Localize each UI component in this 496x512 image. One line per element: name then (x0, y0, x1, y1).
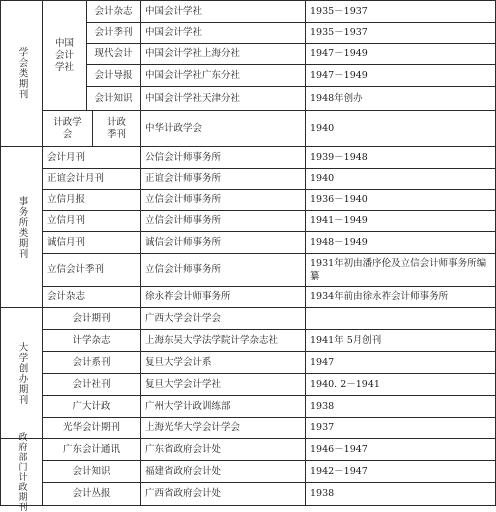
journal-name: 立信会计季刊 (47, 264, 105, 275)
journal-name: 会计季刊 (94, 27, 133, 38)
period: 1948年创办 (310, 92, 363, 104)
journal-name: 立信月报 (47, 194, 86, 205)
publisher: 广西省政府会计处 (145, 488, 222, 499)
period: 1938 (310, 400, 335, 412)
publisher: 中国会计学社上海分社 (145, 48, 241, 59)
section-label: 学会类期刊 (16, 47, 28, 100)
journal-name: 会计期刊 (72, 312, 111, 324)
publisher: 福建省政府会计处 (145, 465, 222, 477)
publisher: 公信会计师事务所 (145, 151, 222, 163)
journal-name: 广东会计通讯 (62, 443, 120, 455)
publisher: 立信会计师事务所 (145, 264, 222, 275)
publisher: 中国会计学社天津分社 (145, 92, 241, 104)
section-label: 政府部门计政期刊 (16, 432, 27, 512)
journal-name: 正谊会计月刊 (47, 173, 105, 184)
section-label: 大学创办期刊 (16, 341, 28, 405)
period: 1938 (310, 488, 335, 499)
period: 1947－1949 (310, 48, 368, 59)
journal-name: 会计知识 (94, 92, 133, 104)
publisher: 中国会计学社 (145, 5, 203, 17)
journal-name: 会计月刊 (47, 151, 86, 163)
group-label: 计政学会 (53, 116, 82, 140)
publisher: 复旦大学会计系 (145, 356, 212, 368)
journal-name: 立信月刊 (47, 215, 86, 226)
publisher: 广西大学会计学会 (145, 312, 222, 324)
journal-name: 会计丛报 (72, 488, 111, 499)
period: 1948－1949 (310, 236, 368, 248)
section-label: 事务所类期刊 (16, 195, 28, 259)
publisher: 中华计政学会 (145, 122, 203, 134)
publisher: 上海东吴大学法学院计学杂志社 (145, 334, 279, 346)
period: 1947 (310, 356, 335, 368)
period: 1942－1947 (310, 465, 368, 477)
journal-name: 会计导报 (94, 69, 133, 81)
publisher: 立信会计师事务所 (145, 194, 222, 205)
publisher: 广州大学计政训练部 (145, 400, 231, 412)
journal-name: 广大计政 (72, 400, 111, 412)
journal-name: 现代会计 (94, 48, 133, 59)
journal-name: 光华会计期刊 (62, 422, 120, 433)
journal-name: 会计社刊 (72, 378, 111, 390)
group-label: 中国会计学社 (54, 37, 74, 73)
publisher: 正谊会计师事务所 (145, 173, 222, 184)
journal-name: 计学杂志 (72, 334, 111, 346)
period: 1936－1940 (310, 194, 368, 205)
period: 1935－1937 (310, 27, 368, 38)
journal-name: 会计杂志 (94, 5, 133, 17)
period: 1946－1947 (310, 443, 368, 455)
journal-name: 诚信月刊 (47, 236, 86, 248)
period: 1939－1948 (310, 151, 368, 163)
period: 1940. 2－1941 (310, 378, 380, 390)
journal-name: 会计知识 (72, 465, 111, 477)
journal-name: 计政季刊 (106, 116, 126, 140)
journal-name: 会计杂志 (47, 291, 86, 302)
publisher: 复旦大学会计学社 (145, 378, 222, 390)
publisher: 立信会计师事务所 (145, 215, 222, 226)
publisher: 中国会计学社广东分社 (145, 69, 241, 81)
period: 1940 (310, 122, 335, 134)
publisher: 中国会计学社 (145, 27, 203, 38)
period: 1935－1937 (310, 5, 368, 17)
publisher: 诚信会计师事务所 (145, 236, 222, 248)
publisher: 广东省政府会计处 (145, 443, 222, 455)
period: 1947－1949 (310, 69, 368, 81)
journal-name: 会计系刊 (72, 356, 111, 368)
publisher: 上海光华大学会计学会 (145, 422, 241, 433)
period (306, 308, 495, 329)
period: 1931年初由潘序伦及立信会计师事务所编纂 (310, 258, 487, 282)
publisher: 徐永祚会计师事务所 (145, 291, 231, 302)
period: 1941－1949 (310, 215, 368, 226)
period: 1941年 5月创刊 (310, 334, 382, 346)
period: 1934年前由徐永祚会计师事务所 (310, 291, 449, 302)
period: 1940 (310, 173, 335, 184)
period: 1937 (310, 422, 335, 433)
